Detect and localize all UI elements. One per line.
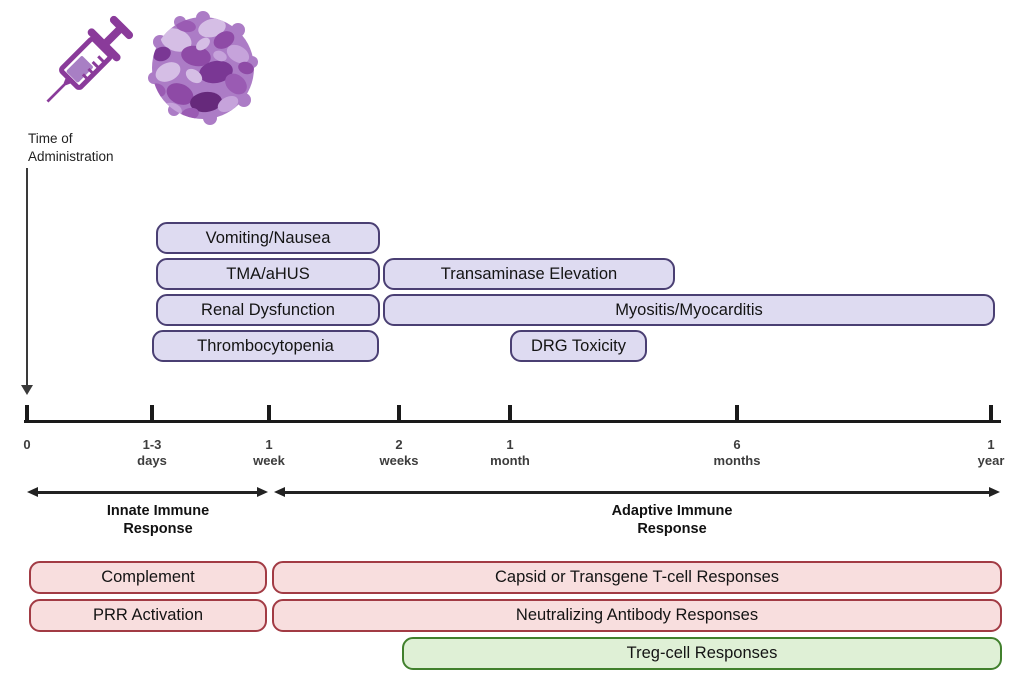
phase-label-line2: Response [123,521,193,538]
admin-label-line2: Administration [28,149,114,165]
tick-mark-0 [25,405,29,421]
phase-label-line1: Adaptive Immune [611,503,733,519]
immune-box-complement [29,561,267,594]
adverse-event-box-myositis-myocarditis [383,294,995,326]
box-label: Renal Dysfunction [201,300,335,319]
tick-value: 1-3 [142,437,162,452]
tick-label-6-months [714,437,761,468]
box-label: Myositis/Myocarditis [615,300,763,319]
adverse-event-box-thrombocytopenia [152,330,379,362]
immune-box-prr-activation [29,599,267,632]
tick-mark-1-year [989,405,993,421]
box-label: Vomiting/Nausea [205,228,331,247]
tick-mark-1-week [267,405,271,421]
box-label: DRG Toxicity [530,336,627,355]
adaptive-immune-response-label [612,502,733,538]
tick-value: 2 [395,437,403,452]
admin-label-line1: Time of [28,131,73,146]
time-of-administration-label [28,130,114,166]
innate-arrowhead-left-icon [27,487,38,497]
tick-unit: days [137,452,167,468]
tick-unit: months [713,452,761,468]
box-label: Thrombocytopenia [197,336,334,355]
tick-value: 1 [265,437,273,452]
tick-label-1-year [978,437,1005,468]
box-label: Treg-cell Responses [626,644,778,662]
tick-unit: week [253,452,285,468]
innate-immune-response-label [107,502,209,538]
innate-arrowhead-right-icon [257,487,268,497]
tick-value: 1 [987,437,995,452]
tick-mark-1-3-days [150,405,154,421]
tick-label-1-month [490,437,530,468]
tick-label-2-weeks [379,437,418,468]
box-label: Complement [101,568,195,586]
timeline-axis [24,420,1001,423]
tick-unit: year [977,452,1005,468]
phase-label-line1: Innate Immune [106,503,210,519]
tick-label-1-3-days [137,437,167,468]
adverse-event-box-vomiting-nausea [156,222,380,254]
tick-label-0 [23,437,30,453]
tick-unit: weeks [379,452,419,468]
aav-capsid-icon [146,10,260,126]
adaptive-phase-arrow [284,491,990,494]
adverse-event-box-tma-ahus [156,258,380,290]
adverse-event-box-transaminase-elevation [383,258,675,290]
box-label: TMA/aHUS [226,264,310,283]
tick-mark-1-month [508,405,512,421]
administration-arrow-line [26,168,28,385]
phase-label-line2: Response [637,521,707,538]
immune-box-neutralizing-antibody [272,599,1002,632]
adverse-event-box-drg-toxicity [510,330,647,362]
immune-box-treg-cell [402,637,1002,670]
adaptive-arrowhead-left-icon [274,487,285,497]
box-label: PRR Activation [92,606,204,624]
box-label: Neutralizing Antibody Responses [515,606,759,624]
tick-mark-6-months [735,405,739,421]
box-label: Transaminase Elevation [440,264,618,283]
adverse-event-box-renal-dysfunction [156,294,380,326]
syringe-icon [26,4,144,124]
tick-value: 1 [506,437,514,452]
adaptive-arrowhead-right-icon [989,487,1000,497]
administration-arrowhead-icon [21,385,33,395]
tick-unit: month [490,452,530,468]
box-label: Capsid or Transgene T-cell Responses [494,568,779,586]
tick-value: 0 [23,437,31,452]
tick-label-1-week [253,437,285,468]
innate-phase-arrow [37,491,258,494]
immune-box-capsid-transgene-tcell [272,561,1002,594]
tick-value: 6 [733,437,741,452]
tick-mark-2-weeks [397,405,401,421]
